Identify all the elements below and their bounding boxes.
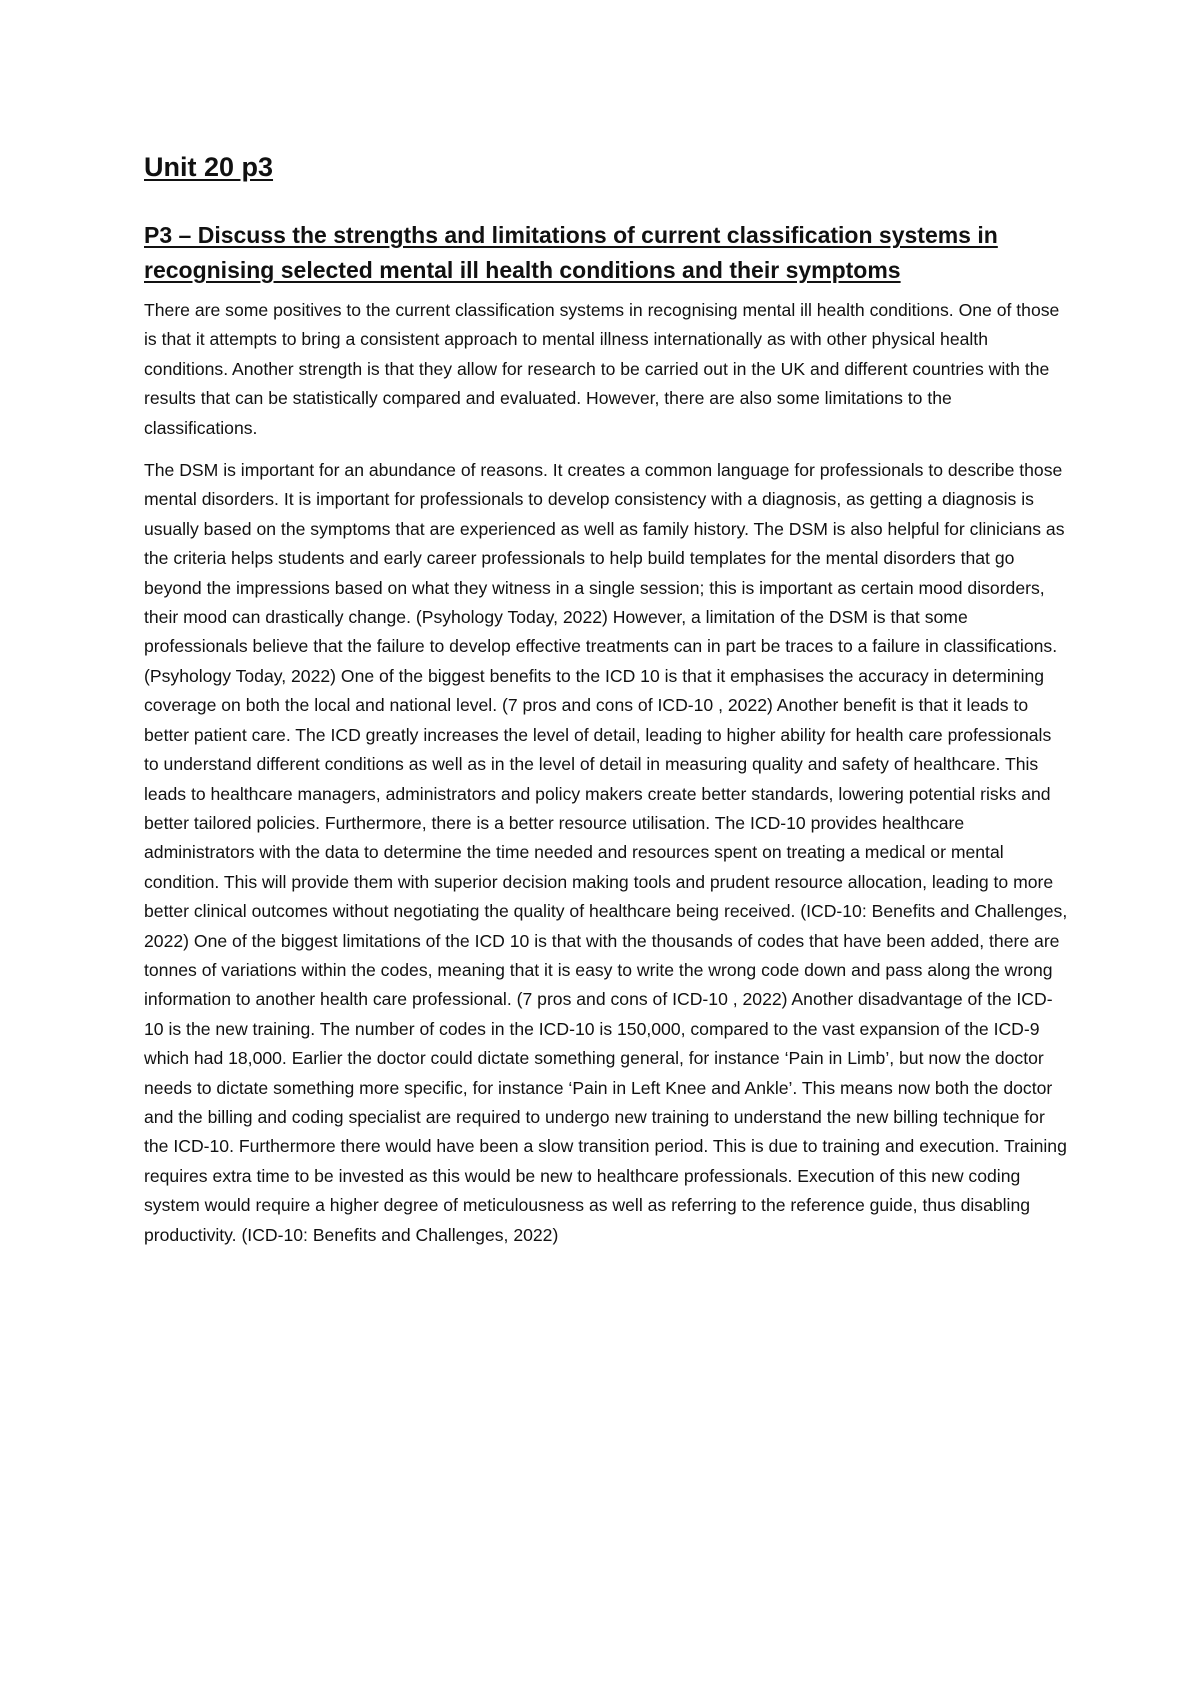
unit-title: Unit 20 p3	[144, 152, 274, 182]
paragraph-intro: There are some positives to the current classification systems in recognising mental ill health conditions. One of those is that it attempts to bring a consistent approach to mental illness internationally as with other physical health conditions. Another strength is that they allow for research to be carried out in the UK and different countries with the results that can be statistically compared and evaluated. However, there are also some limitations to the classifications.	[144, 300, 1060, 438]
assignment-heading: P3 – Discuss the strengths and limitations of current classification systems in recognising selected mental ill health conditions and their symptoms	[144, 222, 998, 283]
document-content	[144, 150, 1069, 1264]
paragraph-body: The DSM is important for an abundance of reasons. It creates a common language for professionals to describe those mental disorders. It is important for professionals to develop consistency with a diagnosis, as getting a diagnosis is usually based on the symptoms that are experienced as well as family history. The DSM is also helpful for clinicians as the criteria helps students and early career professionals to help build templates for the mental disorders that go beyond the impressions based on what they witness in a single session; this is important as certain mood disorders, their mood can drastically change. (Psyhology Today, 2022) However, a limitation of the DSM is that some professionals believe that the failure to develop effective treatments can in part be traces to a failure in classifications. (Psyhology Today, 2022) One of the biggest benefits to the ICD 10 is that it emphasises the accuracy in determining coverage on both the local and national level. (7 pros and cons of ICD-10 , 2022) Another benefit is that it leads to better patient care. The ICD greatly increases the level of detail, leading to higher ability for health care professionals to understand different conditions as well as in the level of detail in measuring quality and safety of healthcare. This leads to healthcare managers, administrators and policy makers create better standards, lowering potential risks and better tailored policies. Furthermore, there is a better resource utilisation. The ICD-10 provides healthcare administrators with the data to determine the time needed and resources spent on treating a medical or mental condition. This will provide them with superior decision making tools and prudent resource allocation, leading to more better clinical outcomes without negotiating the quality of healthcare being received. (ICD-10: Benefits and Challenges, 2022) One of the biggest limitations of the ICD 10 is that with the thousands of codes that have been added, there are tonnes of variations within the codes, meaning that it is easy to write the wrong code down and pass along the wrong information to another health care professional. (7 pros and cons of ICD-10 , 2022) Another disadvantage of the ICD-10 is the new training. The number of codes in the ICD-10 is 150,000, compared to the vast expansion of the ICD-9 which had 18,000. Earlier the doctor could dictate something general, for instance ‘Pain in Limb’, but now the doctor needs to dictate something more specific, for instance ‘Pain in Left Knee and Ankle’. This means now both the doctor and the billing and coding specialist are required to undergo new training to understand the new billing technique for the ICD-10. Furthermore there would have been a slow transition period. This is due to training and execution. Training requires extra time to be invested as this would be new to healthcare professionals. Execution of this new coding system would require a higher degree of meticulousness as well as referring to the reference guide, thus disabling productivity. (ICD-10: Benefits and Challenges, 2022)	[144, 460, 1068, 1245]
